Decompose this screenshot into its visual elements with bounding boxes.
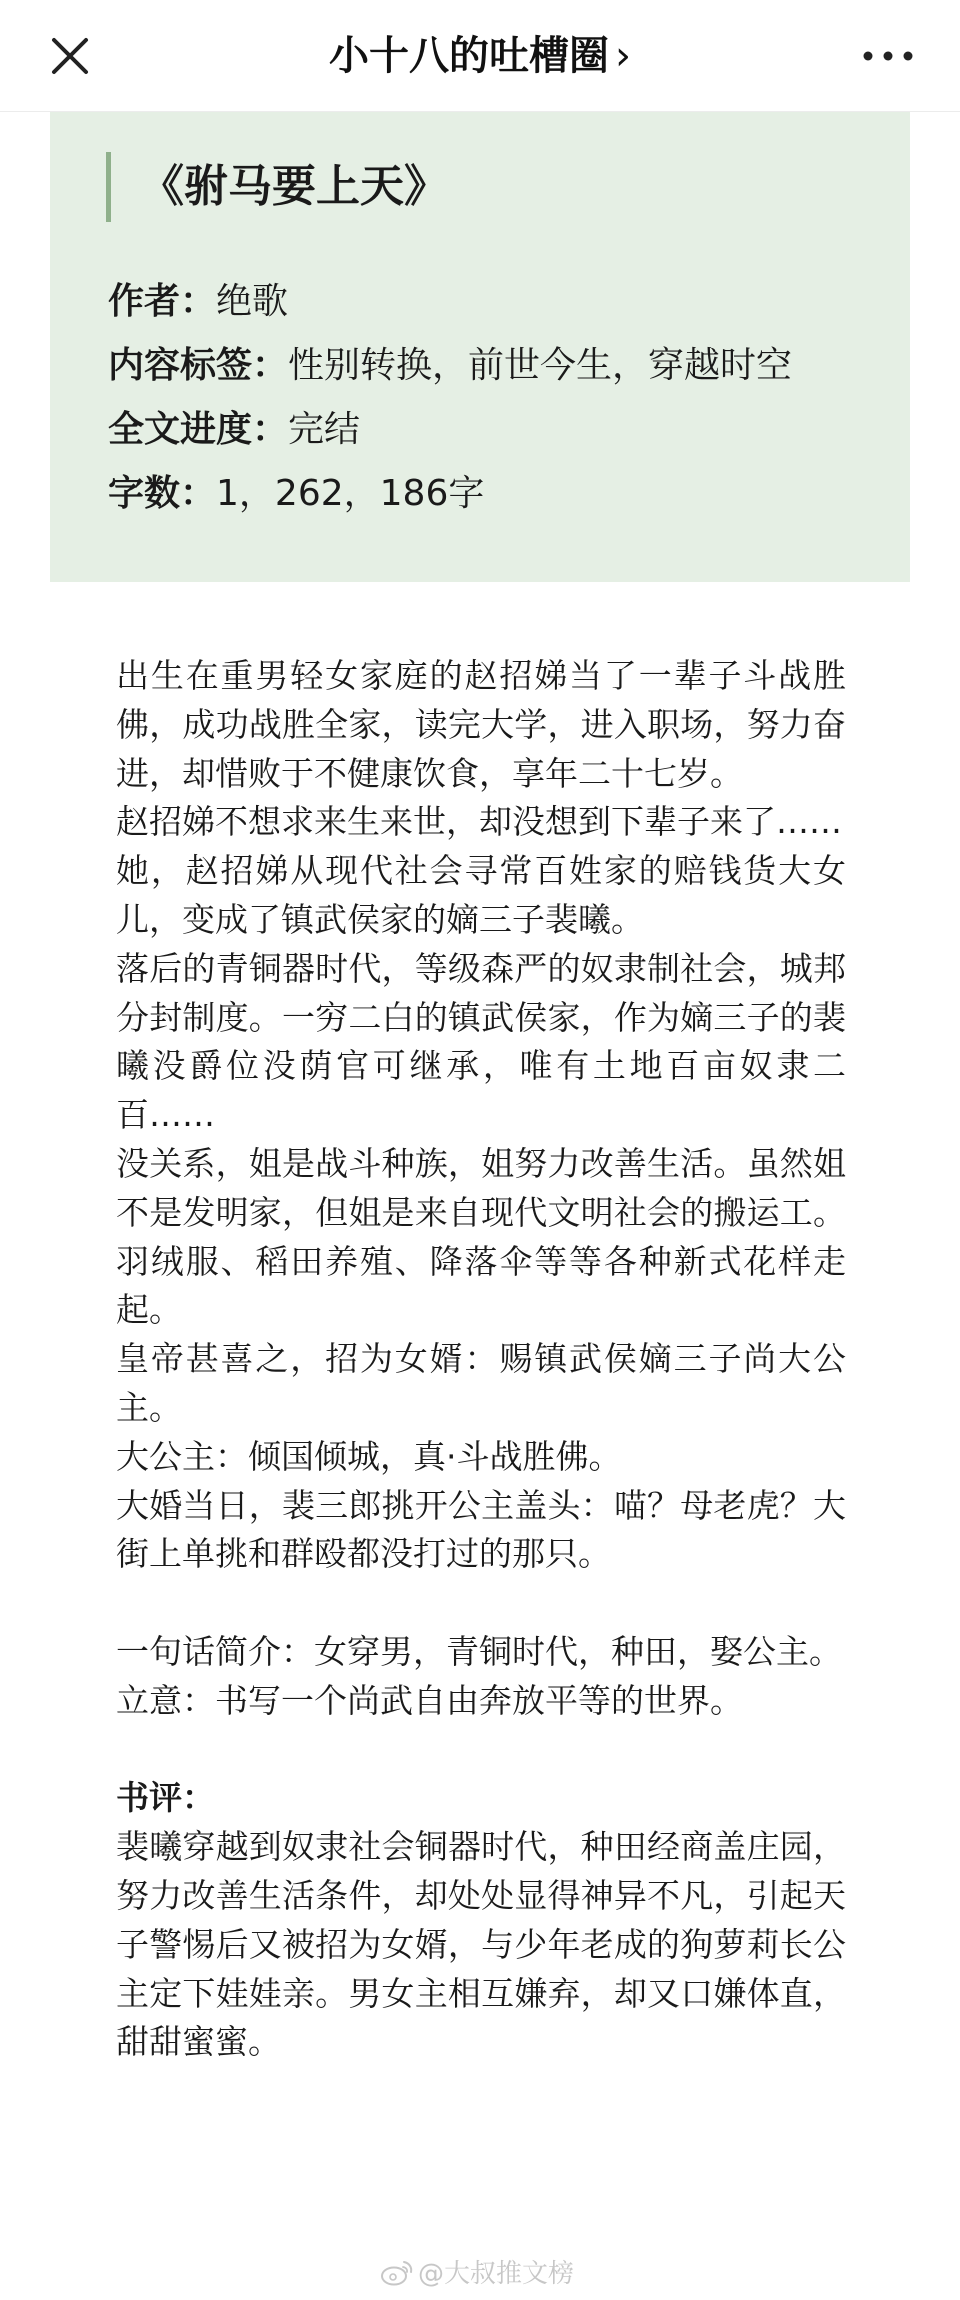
- top-bar: [0, 0, 960, 112]
- more-button[interactable]: [860, 38, 916, 74]
- book-info-card: [50, 112, 910, 582]
- circle-title-link[interactable]: [200, 28, 760, 84]
- synopsis-paragraph: 落后的青铜器时代，等级森严的奴隶制社会，城邦分封制度。一穷二白的镇武侯家，作为嫡三子的裴曦没爵位没荫官可继承，唯有土地百亩奴隶二百……: [116, 948, 846, 1135]
- synopsis-paragraph: 赵招娣不想求来生来世，却没想到下辈子来了……: [116, 802, 842, 842]
- synopsis-paragraph: 皇帝甚喜之，招为女婿：赐镇武侯嫡三子尚大公主。: [116, 1339, 846, 1427]
- book-title: 《驸马要上天》: [140, 161, 448, 212]
- review-heading: 书评：: [116, 1778, 215, 1818]
- page-title: 小十八的吐槽圈: [329, 33, 609, 79]
- review-text: 裴曦穿越到奴隶社会铜器时代，种田经商盖庄园，努力改善生活条件，却处处显得神异不凡，引起天子警惕后又被招为女婿，与少年老成的狗萝莉长公主定下娃娃亲。男女主相互嫌弃，却又口嫌体直，甜甜蜜蜜。: [116, 1827, 846, 2062]
- close-icon: [44, 30, 96, 82]
- word-count-value: 1，262，186字: [216, 473, 485, 514]
- author-label: 作者：: [108, 281, 217, 322]
- title-accent-bar: [106, 152, 111, 222]
- synopsis-paragraph: 大婚当日，裴三郎挑开公主盖头：喵？母老虎？大街上单挑和群殴都没打过的那只。: [116, 1485, 846, 1574]
- paragraph-spacer: [116, 1726, 846, 1775]
- tags-row: [108, 336, 898, 396]
- more-icon: [860, 38, 916, 74]
- weibo-icon: [380, 2259, 414, 2287]
- tags-label: 内容标签：: [108, 345, 289, 386]
- close-button[interactable]: [44, 30, 96, 82]
- synopsis-paragraph: 没关系，姐是战斗种族，姐努力改善生活。虽然姐不是发明家，但姐是来自现代文明社会的搬运工。羽绒服、稻田养殖、降落伞等等各种新式花样走起。: [116, 1143, 846, 1330]
- synopsis-paragraph: 出生在重男轻女家庭的赵招娣当了一辈子斗战胜佛，成功战胜全家，读完大学，进入职场，努力奋进，却惜败于不健康饮食，享年二十七岁。: [116, 656, 846, 793]
- chevron-right-icon: ›: [615, 33, 631, 79]
- progress-row: [108, 400, 898, 460]
- watermark: [380, 2256, 574, 2292]
- post-body: [116, 652, 846, 2067]
- synopsis-paragraph: 她，赵招娣从现代社会寻常百姓家的赔钱货大女儿，变成了镇武侯家的嫡三子裴曦。: [116, 851, 846, 939]
- author-row: [108, 272, 898, 332]
- word-count-label: 字数：: [108, 473, 217, 514]
- author-value: 绝歌: [216, 281, 289, 322]
- paragraph-spacer: [116, 1579, 846, 1628]
- progress-value: 完结: [288, 409, 361, 450]
- progress-label: 全文进度：: [108, 409, 289, 450]
- synopsis-paragraph: 大公主：倾国倾城，真·斗战胜佛。: [116, 1436, 622, 1476]
- word-count-row: [108, 464, 898, 524]
- one-line-summary: 一句话简介：女穿男，青铜时代，种田，娶公主。: [116, 1631, 842, 1671]
- intent-line: 立意：书写一个尚武自由奔放平等的世界。: [116, 1680, 743, 1720]
- watermark-text: @大叔推文榜: [418, 2259, 575, 2289]
- tags-value: 性别转换，前世今生，穿越时空: [288, 345, 793, 386]
- book-title-row: [106, 152, 886, 222]
